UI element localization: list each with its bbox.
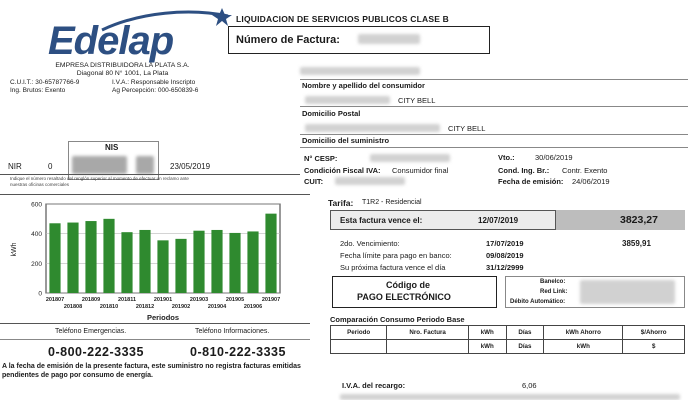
chart-bar bbox=[175, 239, 186, 293]
due-date-value: 12/07/2019 bbox=[478, 216, 519, 225]
table-cell: Días bbox=[506, 340, 544, 354]
tarifa-value: T1R2 - Residencial bbox=[362, 199, 422, 206]
info-phone-number: 0-810-222-3335 bbox=[190, 345, 286, 359]
company-percepcion: Ag Percepción: 000-650839-6 bbox=[112, 87, 199, 94]
table-header: kWh bbox=[468, 326, 506, 340]
redacted-nis bbox=[72, 156, 127, 174]
x-tick-label: 201906 bbox=[243, 304, 263, 310]
x-tick-label: 201809 bbox=[81, 297, 101, 303]
chart-bar bbox=[193, 231, 204, 293]
nis-date: 23/05/2019 bbox=[170, 162, 211, 171]
x-tick-label: 201902 bbox=[171, 304, 191, 310]
table-cell: kWh bbox=[544, 340, 623, 354]
company-iva: I.V.A.: Responsable Inscripto bbox=[112, 79, 196, 86]
company-ingresos: Ing. Brutos: Exento bbox=[10, 87, 66, 94]
emision-label: Fecha de emisión: bbox=[498, 177, 564, 186]
table-header: Periodo bbox=[331, 326, 387, 340]
due-date-label: Esta factura vence el: bbox=[340, 216, 423, 225]
fiscal-label: Condición Fiscal IVA: bbox=[304, 166, 381, 175]
fiscal-value: Consumidor final bbox=[392, 166, 449, 175]
redacted-cesp bbox=[370, 154, 450, 162]
emision-value: 24/06/2019 bbox=[572, 177, 610, 186]
x-tick-label: 201901 bbox=[153, 297, 173, 303]
debt-footnote: A la fecha de emisión de la presente factura, este suministro no registra facturas emitidas pendientes de pago por consumo de energía. bbox=[2, 363, 301, 379]
chart-bar bbox=[211, 230, 222, 293]
consumer-name-label: Nombre y apellido del consumidor bbox=[302, 81, 425, 90]
chart-bar bbox=[103, 219, 114, 293]
company-cuit: C.U.I.T.: 30-65787766-9 bbox=[10, 79, 80, 86]
recargo-label: I.V.A. del recargo: bbox=[342, 381, 406, 390]
company-info bbox=[10, 62, 235, 78]
redacted-cuit bbox=[335, 177, 405, 185]
ingbr-value: Contr. Exento bbox=[562, 166, 608, 175]
x-tick-label: 201905 bbox=[225, 297, 245, 303]
emergency-phone-number: 0-800-222-3335 bbox=[48, 345, 144, 359]
bank-limit-date: 09/08/2019 bbox=[486, 251, 524, 260]
second-due-amount: 3859,91 bbox=[622, 239, 651, 248]
logo-text: Edelap bbox=[48, 19, 174, 63]
chart-bar bbox=[229, 233, 240, 293]
supply-address-label: Domicilio del suministro bbox=[302, 136, 390, 145]
x-tick-label: 201812 bbox=[135, 304, 155, 310]
next-invoice-date: 31/12/2999 bbox=[486, 263, 524, 272]
recargo-value: 6,06 bbox=[522, 381, 537, 390]
due-amount-value: 3823,27 bbox=[620, 214, 658, 226]
table-cell bbox=[331, 340, 387, 354]
redacted-account bbox=[300, 67, 420, 75]
cesp-label: N° CESP: bbox=[304, 154, 338, 163]
redacted-postal-address bbox=[305, 124, 440, 132]
table-cell: kWh bbox=[468, 340, 506, 354]
bank-limit-label: Fecha límite para pago en banco: bbox=[340, 251, 452, 260]
emergency-phone-label: Teléfono Emergencias. bbox=[55, 328, 127, 335]
pago-line-1: Código de bbox=[386, 280, 430, 290]
nis-label: NIS bbox=[105, 143, 119, 152]
vto-value: 30/06/2019 bbox=[535, 153, 573, 162]
info-phone-label: Teléfono Informaciones. bbox=[195, 328, 270, 335]
redacted-nis-digit bbox=[136, 156, 154, 174]
chart-bar bbox=[139, 230, 150, 293]
nir-label: NIR bbox=[8, 162, 22, 171]
second-due-label: 2do. Vencimiento: bbox=[340, 239, 400, 248]
redacted-consumer-name bbox=[305, 96, 390, 104]
x-tick-label: 201807 bbox=[45, 297, 65, 303]
redacted-payment-codes bbox=[580, 280, 675, 304]
chart-bar bbox=[49, 223, 60, 293]
ingbr-label: Cond. Ing. Br.: bbox=[498, 166, 550, 175]
y-tick-label: 400 bbox=[31, 231, 42, 239]
table-header: kWh Ahorro bbox=[544, 326, 623, 340]
chart-bar bbox=[67, 223, 78, 293]
second-due-date: 17/07/2019 bbox=[486, 239, 524, 248]
tarifa-label: Tarifa: bbox=[328, 198, 354, 208]
company-address: Diagonal 80 N° 1001, La Plata bbox=[76, 70, 169, 77]
table-cell bbox=[387, 340, 469, 354]
comparison-table bbox=[330, 325, 685, 354]
x-tick-label: 201904 bbox=[207, 304, 227, 310]
y-tick-label: 0 bbox=[38, 290, 42, 298]
consumer-city-1: CITY BELL bbox=[398, 96, 436, 105]
y-tick-label: 200 bbox=[31, 260, 42, 268]
x-tick-label: 201903 bbox=[189, 297, 209, 303]
redlink-label: Red Link: bbox=[540, 289, 568, 295]
watermark-1: ​ bbox=[469, 273, 490, 300]
table-row bbox=[331, 326, 685, 340]
x-axis-label: Periodos bbox=[146, 313, 180, 322]
y-tick-label: 600 bbox=[31, 201, 42, 209]
table-header: Nro. Factura bbox=[387, 326, 469, 340]
nis-note: Indique el número resaltado del renglón superior al momento de efectuar un reclamo ante nuestras oficinas comerciales bbox=[10, 176, 189, 187]
chart-bar bbox=[157, 240, 168, 293]
x-tick-label: 201811 bbox=[117, 297, 137, 303]
edelap-logo bbox=[40, 6, 200, 61]
comparison-title: Comparación Consumo Periodo Base bbox=[330, 315, 465, 324]
debito-label: Débito Automático: bbox=[510, 299, 566, 305]
chart-bar bbox=[121, 232, 132, 293]
next-invoice-label: Su próxima factura vence el día bbox=[340, 263, 446, 272]
redacted-invoice-number bbox=[358, 34, 420, 44]
x-tick-label: 201810 bbox=[99, 304, 119, 310]
banelco-label: Banelco: bbox=[540, 279, 566, 285]
consumer-city-2: CITY BELL bbox=[448, 124, 486, 133]
redacted-footer-line bbox=[340, 394, 680, 400]
x-tick-label: 201808 bbox=[63, 304, 83, 310]
consumption-bar-chart bbox=[0, 198, 310, 326]
vto-label: Vto.: bbox=[498, 153, 515, 162]
nir-value: 0 bbox=[48, 162, 53, 171]
document-title: LIQUIDACION DE SERVICIOS PUBLICOS CLASE B bbox=[236, 14, 450, 24]
pago-line-2: PAGO ELECTRÓNICO bbox=[357, 292, 451, 302]
company-name: EMPRESA DISTRIBUIDORA LA PLATA S.A. bbox=[55, 62, 190, 69]
chart-bar bbox=[85, 221, 96, 293]
x-tick-label: 201907 bbox=[261, 297, 281, 303]
y-axis-label: kWh bbox=[11, 242, 18, 257]
chart-bar bbox=[247, 231, 258, 293]
table-header: Días bbox=[506, 326, 544, 340]
table-row bbox=[331, 340, 685, 354]
table-cell: $ bbox=[623, 340, 685, 354]
cuit-label: CUIT: bbox=[304, 177, 324, 186]
invoice-number-label: Número de Factura: bbox=[236, 34, 340, 46]
table-header: $/Ahorro bbox=[623, 326, 685, 340]
chart-bar bbox=[265, 214, 276, 293]
postal-address-label: Domicilio Postal bbox=[302, 109, 361, 118]
